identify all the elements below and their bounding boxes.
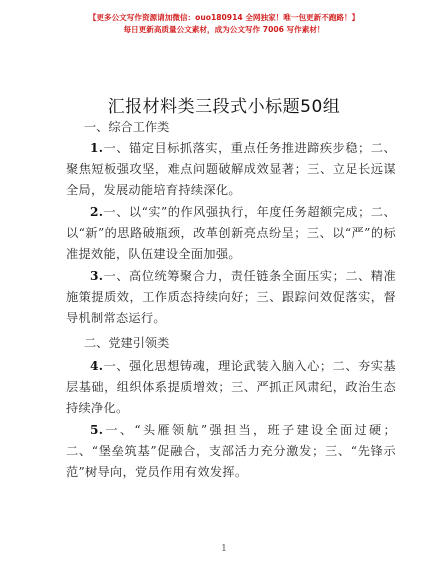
paragraph-text: 一、锚定目标抓落实，重点任务推进蹄疾步稳；二、聚焦短板强攻坚，难点问题破解成效显著；三、立足长远谋全局，发展动能培育持续深化。 [66,141,396,197]
section-heading-2: 二、党建引领类 [84,336,170,350]
paragraph-text: 一、强化思想铸魂，理论武装入脑入心；二、夯实基层基础，组织体系提质增效；三、严抓正风肃纪，政治生态持续净化。 [66,359,396,415]
paragraph-number: 4. [90,359,104,373]
paragraph-number: 5. [90,423,104,437]
paragraph-text: 一、以“实”的作风强执行，年度任务超额完成；二、以“新”的思路破瓶颈，改革创新亮点纷呈；三、以“严”的标准提效能，队伍建设全面加强。 [66,205,396,261]
page-number: 1 [221,544,227,554]
section-heading-1: 一、综合工作类 [84,120,170,134]
promo-banner-line-2: 每日更新高质量公文素材，成为公文写作 7006 写作素材！ [123,25,325,34]
document-title: 汇报材料类三段式小标题50组 [107,97,341,117]
paragraph-text: 一、“头雁领航”强担当，班子建设全面过硬；二、“堡垒筑基”促融合，支部活力充分激发；三、“先锋示范”树导向，党员作用有效发挥。 [66,423,396,479]
paragraph-4 [66,356,396,419]
promo-banner [0,12,448,36]
paragraph-number: 1. [90,141,104,155]
paragraph-5 [66,420,396,483]
paragraph-2 [66,202,396,265]
paragraph-1 [66,138,396,201]
paragraph-number: 2. [90,205,104,219]
paragraph-text: 一、高位统筹聚合力，责任链条全面压实；二、精准施策提质效，工作质态持续向好；三、跟踪问效促落实，督导机制常态运行。 [66,269,396,325]
promo-banner-line-1: 【更多公文写作资源请加微信：ouo180914 全网独家！唯一包更新不跑路！】 [88,13,360,22]
paragraph-number: 3. [90,269,104,283]
paragraph-3 [66,266,396,329]
